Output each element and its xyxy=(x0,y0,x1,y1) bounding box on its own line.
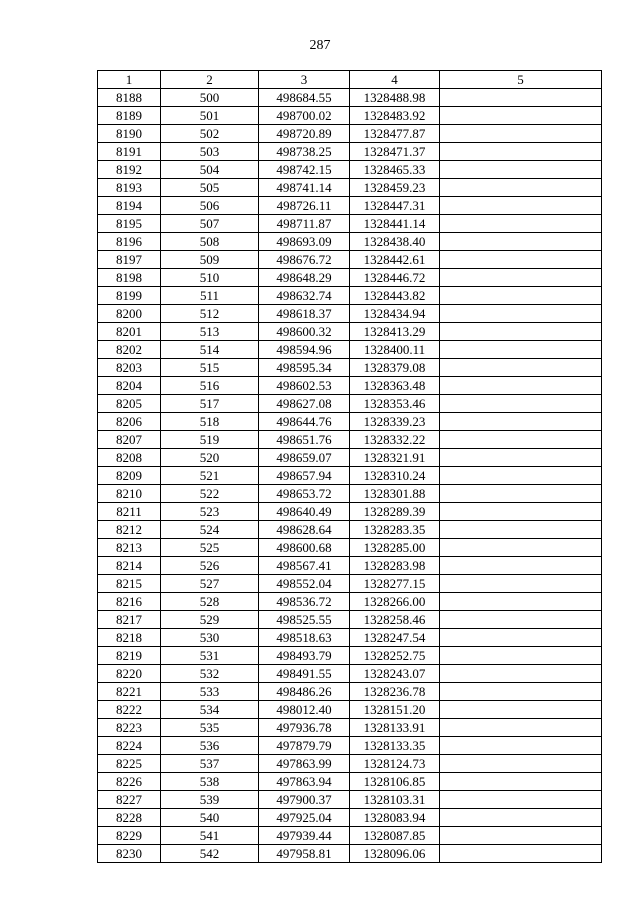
table-row xyxy=(98,557,602,575)
note-cell xyxy=(440,629,602,647)
note-cell xyxy=(440,557,602,575)
point-number-cell: 8216 xyxy=(98,593,161,611)
note-cell xyxy=(440,413,602,431)
point-number-cell: 8202 xyxy=(98,341,161,359)
x-coordinate-cell: 498012.40 xyxy=(259,701,350,719)
note-cell xyxy=(440,359,602,377)
x-coordinate-cell: 498486.26 xyxy=(259,683,350,701)
vertex-number-cell: 512 xyxy=(161,305,259,323)
vertex-number-cell: 538 xyxy=(161,773,259,791)
x-coordinate-cell: 498567.41 xyxy=(259,557,350,575)
note-cell xyxy=(440,395,602,413)
vertex-number-cell: 529 xyxy=(161,611,259,629)
note-cell xyxy=(440,737,602,755)
point-number-cell: 8198 xyxy=(98,269,161,287)
y-coordinate-cell: 1328443.82 xyxy=(350,287,440,305)
note-cell xyxy=(440,341,602,359)
y-coordinate-cell: 1328133.91 xyxy=(350,719,440,737)
point-number-cell: 8206 xyxy=(98,413,161,431)
vertex-number-cell: 542 xyxy=(161,845,259,863)
note-cell xyxy=(440,143,602,161)
note-cell xyxy=(440,197,602,215)
point-number-cell: 8191 xyxy=(98,143,161,161)
vertex-number-cell: 510 xyxy=(161,269,259,287)
point-number-cell: 8230 xyxy=(98,845,161,863)
y-coordinate-cell: 1328106.85 xyxy=(350,773,440,791)
y-coordinate-cell: 1328471.37 xyxy=(350,143,440,161)
table-row xyxy=(98,107,602,125)
point-number-cell: 8220 xyxy=(98,665,161,683)
point-number-cell: 8209 xyxy=(98,467,161,485)
table-row xyxy=(98,575,602,593)
point-number-cell: 8224 xyxy=(98,737,161,755)
x-coordinate-cell: 497863.99 xyxy=(259,755,350,773)
point-number-cell: 8223 xyxy=(98,719,161,737)
x-coordinate-cell: 498644.76 xyxy=(259,413,350,431)
y-coordinate-cell: 1328321.91 xyxy=(350,449,440,467)
vertex-number-cell: 500 xyxy=(161,89,259,107)
point-number-cell: 8196 xyxy=(98,233,161,251)
vertex-number-cell: 515 xyxy=(161,359,259,377)
table-header-row xyxy=(98,71,602,89)
note-cell xyxy=(440,719,602,737)
y-coordinate-cell: 1328243.07 xyxy=(350,665,440,683)
x-coordinate-cell: 498738.25 xyxy=(259,143,350,161)
y-coordinate-cell: 1328310.24 xyxy=(350,467,440,485)
y-coordinate-cell: 1328283.98 xyxy=(350,557,440,575)
table-row xyxy=(98,143,602,161)
table-row xyxy=(98,179,602,197)
note-cell xyxy=(440,773,602,791)
x-coordinate-cell: 498493.79 xyxy=(259,647,350,665)
point-number-cell: 8215 xyxy=(98,575,161,593)
note-cell xyxy=(440,755,602,773)
x-coordinate-cell: 497900.37 xyxy=(259,791,350,809)
table-row xyxy=(98,269,602,287)
table-row xyxy=(98,737,602,755)
x-coordinate-cell: 497863.94 xyxy=(259,773,350,791)
x-coordinate-cell: 498676.72 xyxy=(259,251,350,269)
vertex-number-cell: 504 xyxy=(161,161,259,179)
vertex-number-cell: 507 xyxy=(161,215,259,233)
table-row xyxy=(98,629,602,647)
x-coordinate-cell: 498741.14 xyxy=(259,179,350,197)
y-coordinate-cell: 1328258.46 xyxy=(350,611,440,629)
y-coordinate-cell: 1328363.48 xyxy=(350,377,440,395)
x-coordinate-cell: 498552.04 xyxy=(259,575,350,593)
vertex-number-cell: 526 xyxy=(161,557,259,575)
vertex-number-cell: 518 xyxy=(161,413,259,431)
point-number-cell: 8189 xyxy=(98,107,161,125)
table-row xyxy=(98,809,602,827)
note-cell xyxy=(440,791,602,809)
table-body xyxy=(98,89,602,863)
y-coordinate-cell: 1328400.11 xyxy=(350,341,440,359)
column-header-4: 4 xyxy=(350,71,440,89)
column-header-5: 5 xyxy=(440,71,602,89)
point-number-cell: 8229 xyxy=(98,827,161,845)
point-number-cell: 8188 xyxy=(98,89,161,107)
note-cell xyxy=(440,467,602,485)
x-coordinate-cell: 498653.72 xyxy=(259,485,350,503)
vertex-number-cell: 532 xyxy=(161,665,259,683)
note-cell xyxy=(440,323,602,341)
note-cell xyxy=(440,233,602,251)
vertex-number-cell: 508 xyxy=(161,233,259,251)
column-header-3: 3 xyxy=(259,71,350,89)
table-row xyxy=(98,485,602,503)
vertex-number-cell: 513 xyxy=(161,323,259,341)
point-number-cell: 8228 xyxy=(98,809,161,827)
y-coordinate-cell: 1328083.94 xyxy=(350,809,440,827)
note-cell xyxy=(440,593,602,611)
coordinates-table xyxy=(97,70,602,863)
vertex-number-cell: 519 xyxy=(161,431,259,449)
note-cell xyxy=(440,269,602,287)
note-cell xyxy=(440,521,602,539)
point-number-cell: 8212 xyxy=(98,521,161,539)
point-number-cell: 8193 xyxy=(98,179,161,197)
table-row xyxy=(98,89,602,107)
vertex-number-cell: 528 xyxy=(161,593,259,611)
point-number-cell: 8213 xyxy=(98,539,161,557)
point-number-cell: 8221 xyxy=(98,683,161,701)
x-coordinate-cell: 498659.07 xyxy=(259,449,350,467)
y-coordinate-cell: 1328236.78 xyxy=(350,683,440,701)
y-coordinate-cell: 1328483.92 xyxy=(350,107,440,125)
table-row xyxy=(98,539,602,557)
vertex-number-cell: 537 xyxy=(161,755,259,773)
y-coordinate-cell: 1328477.87 xyxy=(350,125,440,143)
table-row xyxy=(98,773,602,791)
x-coordinate-cell: 498742.15 xyxy=(259,161,350,179)
column-header-2: 2 xyxy=(161,71,259,89)
x-coordinate-cell: 498684.55 xyxy=(259,89,350,107)
x-coordinate-cell: 498600.68 xyxy=(259,539,350,557)
x-coordinate-cell: 498720.89 xyxy=(259,125,350,143)
y-coordinate-cell: 1328289.39 xyxy=(350,503,440,521)
note-cell xyxy=(440,431,602,449)
point-number-cell: 8205 xyxy=(98,395,161,413)
x-coordinate-cell: 498632.74 xyxy=(259,287,350,305)
note-cell xyxy=(440,89,602,107)
note-cell xyxy=(440,179,602,197)
y-coordinate-cell: 1328413.29 xyxy=(350,323,440,341)
table-row xyxy=(98,215,602,233)
vertex-number-cell: 514 xyxy=(161,341,259,359)
y-coordinate-cell: 1328285.00 xyxy=(350,539,440,557)
table-row xyxy=(98,791,602,809)
point-number-cell: 8210 xyxy=(98,485,161,503)
note-cell xyxy=(440,809,602,827)
y-coordinate-cell: 1328488.98 xyxy=(350,89,440,107)
x-coordinate-cell: 498594.96 xyxy=(259,341,350,359)
y-coordinate-cell: 1328447.31 xyxy=(350,197,440,215)
point-number-cell: 8218 xyxy=(98,629,161,647)
x-coordinate-cell: 497925.04 xyxy=(259,809,350,827)
note-cell xyxy=(440,215,602,233)
y-coordinate-cell: 1328379.08 xyxy=(350,359,440,377)
table-row xyxy=(98,755,602,773)
x-coordinate-cell: 498648.29 xyxy=(259,269,350,287)
point-number-cell: 8211 xyxy=(98,503,161,521)
table-row xyxy=(98,827,602,845)
vertex-number-cell: 505 xyxy=(161,179,259,197)
x-coordinate-cell: 498627.08 xyxy=(259,395,350,413)
x-coordinate-cell: 498600.32 xyxy=(259,323,350,341)
vertex-number-cell: 525 xyxy=(161,539,259,557)
vertex-number-cell: 540 xyxy=(161,809,259,827)
table-row xyxy=(98,683,602,701)
point-number-cell: 8192 xyxy=(98,161,161,179)
point-number-cell: 8222 xyxy=(98,701,161,719)
vertex-number-cell: 522 xyxy=(161,485,259,503)
note-cell xyxy=(440,827,602,845)
vertex-number-cell: 533 xyxy=(161,683,259,701)
y-coordinate-cell: 1328151.20 xyxy=(350,701,440,719)
table-row xyxy=(98,161,602,179)
table-row xyxy=(98,647,602,665)
x-coordinate-cell: 498602.53 xyxy=(259,377,350,395)
y-coordinate-cell: 1328446.72 xyxy=(350,269,440,287)
vertex-number-cell: 524 xyxy=(161,521,259,539)
x-coordinate-cell: 498618.37 xyxy=(259,305,350,323)
x-coordinate-cell: 497936.78 xyxy=(259,719,350,737)
y-coordinate-cell: 1328465.33 xyxy=(350,161,440,179)
y-coordinate-cell: 1328442.61 xyxy=(350,251,440,269)
table-row xyxy=(98,359,602,377)
note-cell xyxy=(440,485,602,503)
x-coordinate-cell: 498711.87 xyxy=(259,215,350,233)
note-cell xyxy=(440,161,602,179)
y-coordinate-cell: 1328087.85 xyxy=(350,827,440,845)
vertex-number-cell: 535 xyxy=(161,719,259,737)
x-coordinate-cell: 498628.64 xyxy=(259,521,350,539)
table-row xyxy=(98,377,602,395)
point-number-cell: 8197 xyxy=(98,251,161,269)
note-cell xyxy=(440,575,602,593)
table-row xyxy=(98,395,602,413)
note-cell xyxy=(440,665,602,683)
vertex-number-cell: 506 xyxy=(161,197,259,215)
table-row xyxy=(98,701,602,719)
table-row xyxy=(98,125,602,143)
table-row xyxy=(98,431,602,449)
y-coordinate-cell: 1328252.75 xyxy=(350,647,440,665)
point-number-cell: 8219 xyxy=(98,647,161,665)
vertex-number-cell: 520 xyxy=(161,449,259,467)
point-number-cell: 8207 xyxy=(98,431,161,449)
table-row xyxy=(98,233,602,251)
y-coordinate-cell: 1328339.23 xyxy=(350,413,440,431)
note-cell xyxy=(440,845,602,863)
note-cell xyxy=(440,647,602,665)
note-cell xyxy=(440,107,602,125)
y-coordinate-cell: 1328124.73 xyxy=(350,755,440,773)
x-coordinate-cell: 498491.55 xyxy=(259,665,350,683)
page-number: 287 xyxy=(309,38,331,53)
vertex-number-cell: 527 xyxy=(161,575,259,593)
x-coordinate-cell: 498657.94 xyxy=(259,467,350,485)
point-number-cell: 8208 xyxy=(98,449,161,467)
point-number-cell: 8195 xyxy=(98,215,161,233)
y-coordinate-cell: 1328283.35 xyxy=(350,521,440,539)
note-cell xyxy=(440,305,602,323)
table-row xyxy=(98,287,602,305)
x-coordinate-cell: 498525.55 xyxy=(259,611,350,629)
point-number-cell: 8190 xyxy=(98,125,161,143)
note-cell xyxy=(440,377,602,395)
vertex-number-cell: 503 xyxy=(161,143,259,161)
point-number-cell: 8199 xyxy=(98,287,161,305)
note-cell xyxy=(440,683,602,701)
y-coordinate-cell: 1328459.23 xyxy=(350,179,440,197)
x-coordinate-cell: 497939.44 xyxy=(259,827,350,845)
table-row xyxy=(98,197,602,215)
y-coordinate-cell: 1328332.22 xyxy=(350,431,440,449)
point-number-cell: 8194 xyxy=(98,197,161,215)
x-coordinate-cell: 498651.76 xyxy=(259,431,350,449)
x-coordinate-cell: 498726.11 xyxy=(259,197,350,215)
table-row xyxy=(98,845,602,863)
note-cell xyxy=(440,539,602,557)
note-cell xyxy=(440,125,602,143)
x-coordinate-cell: 498536.72 xyxy=(259,593,350,611)
x-coordinate-cell: 498700.02 xyxy=(259,107,350,125)
vertex-number-cell: 539 xyxy=(161,791,259,809)
x-coordinate-cell: 497958.81 xyxy=(259,845,350,863)
y-coordinate-cell: 1328441.14 xyxy=(350,215,440,233)
table-row xyxy=(98,611,602,629)
point-number-cell: 8214 xyxy=(98,557,161,575)
table-row xyxy=(98,719,602,737)
table-row xyxy=(98,665,602,683)
y-coordinate-cell: 1328103.31 xyxy=(350,791,440,809)
x-coordinate-cell: 498595.34 xyxy=(259,359,350,377)
table-row xyxy=(98,413,602,431)
vertex-number-cell: 536 xyxy=(161,737,259,755)
table-row xyxy=(98,449,602,467)
y-coordinate-cell: 1328133.35 xyxy=(350,737,440,755)
table-row xyxy=(98,593,602,611)
x-coordinate-cell: 497879.79 xyxy=(259,737,350,755)
point-number-cell: 8203 xyxy=(98,359,161,377)
point-number-cell: 8217 xyxy=(98,611,161,629)
x-coordinate-cell: 498518.63 xyxy=(259,629,350,647)
x-coordinate-cell: 498640.49 xyxy=(259,503,350,521)
table-row xyxy=(98,251,602,269)
note-cell xyxy=(440,503,602,521)
vertex-number-cell: 517 xyxy=(161,395,259,413)
point-number-cell: 8204 xyxy=(98,377,161,395)
point-number-cell: 8227 xyxy=(98,791,161,809)
vertex-number-cell: 523 xyxy=(161,503,259,521)
y-coordinate-cell: 1328301.88 xyxy=(350,485,440,503)
point-number-cell: 8201 xyxy=(98,323,161,341)
note-cell xyxy=(440,251,602,269)
vertex-number-cell: 501 xyxy=(161,107,259,125)
vertex-number-cell: 534 xyxy=(161,701,259,719)
table-row xyxy=(98,323,602,341)
vertex-number-cell: 509 xyxy=(161,251,259,269)
note-cell xyxy=(440,701,602,719)
y-coordinate-cell: 1328266.00 xyxy=(350,593,440,611)
vertex-number-cell: 516 xyxy=(161,377,259,395)
table-row xyxy=(98,305,602,323)
y-coordinate-cell: 1328096.06 xyxy=(350,845,440,863)
note-cell xyxy=(440,449,602,467)
vertex-number-cell: 511 xyxy=(161,287,259,305)
column-header-1: 1 xyxy=(98,71,161,89)
point-number-cell: 8225 xyxy=(98,755,161,773)
vertex-number-cell: 502 xyxy=(161,125,259,143)
y-coordinate-cell: 1328353.46 xyxy=(350,395,440,413)
point-number-cell: 8200 xyxy=(98,305,161,323)
y-coordinate-cell: 1328277.15 xyxy=(350,575,440,593)
point-number-cell: 8226 xyxy=(98,773,161,791)
vertex-number-cell: 531 xyxy=(161,647,259,665)
note-cell xyxy=(440,611,602,629)
x-coordinate-cell: 498693.09 xyxy=(259,233,350,251)
y-coordinate-cell: 1328434.94 xyxy=(350,305,440,323)
vertex-number-cell: 541 xyxy=(161,827,259,845)
table-row xyxy=(98,341,602,359)
table-row xyxy=(98,467,602,485)
vertex-number-cell: 530 xyxy=(161,629,259,647)
note-cell xyxy=(440,287,602,305)
y-coordinate-cell: 1328247.54 xyxy=(350,629,440,647)
y-coordinate-cell: 1328438.40 xyxy=(350,233,440,251)
table-row xyxy=(98,503,602,521)
vertex-number-cell: 521 xyxy=(161,467,259,485)
table-row xyxy=(98,521,602,539)
